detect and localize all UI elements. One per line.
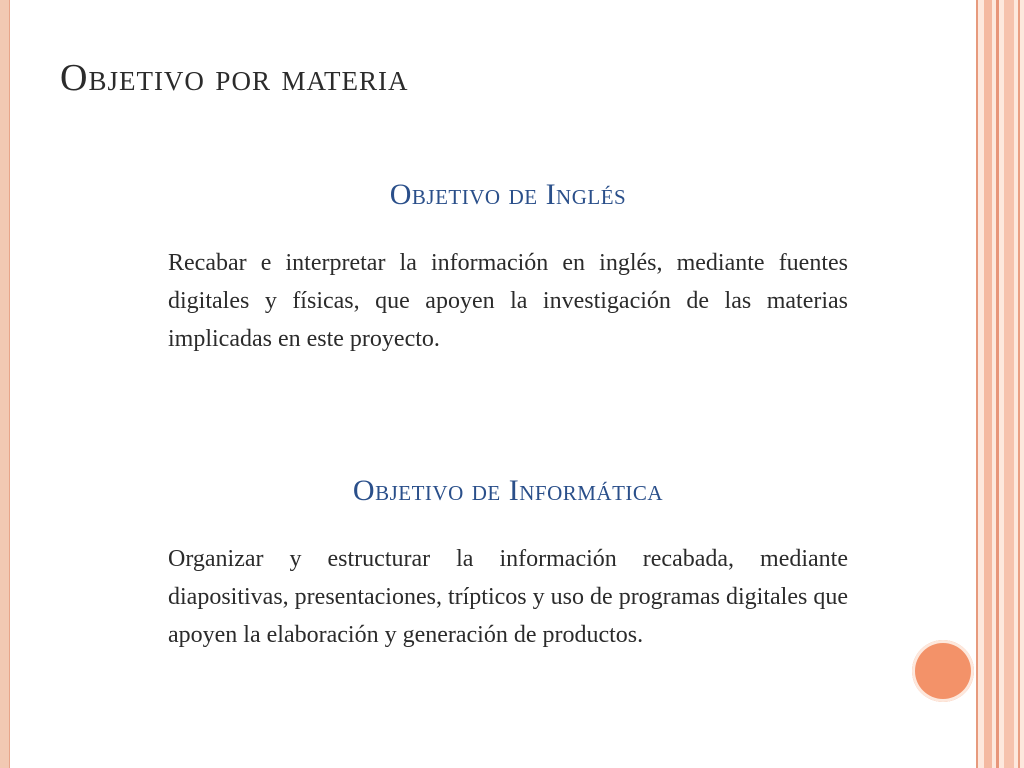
border-stripe xyxy=(1018,0,1020,768)
left-border-stripe xyxy=(0,0,10,768)
border-stripe xyxy=(996,0,999,768)
slide-title: Objetivo por materia xyxy=(60,57,409,99)
right-border-stripes xyxy=(976,0,1024,768)
section-heading-ingles: Objetivo de Inglés xyxy=(389,178,627,211)
border-stripe xyxy=(1004,0,1014,768)
section-heading-informatica: Objetivo de Informática xyxy=(352,474,664,507)
orange-circle-ornament xyxy=(912,640,974,702)
section-body-informatica: Organizar y estructurar la información recabada, mediante diapositivas, presentaciones, trípticos y uso de programas digitales que apoyen la elaboración y generación de productos. xyxy=(168,546,848,648)
section-body-ingles: Recabar e interpretar la información en inglés, mediante fuentes digitales y físicas, que apoyen la investigación de las materias implicadas en este proyecto. xyxy=(168,250,848,352)
border-stripe xyxy=(984,0,992,768)
border-stripe xyxy=(976,0,978,768)
